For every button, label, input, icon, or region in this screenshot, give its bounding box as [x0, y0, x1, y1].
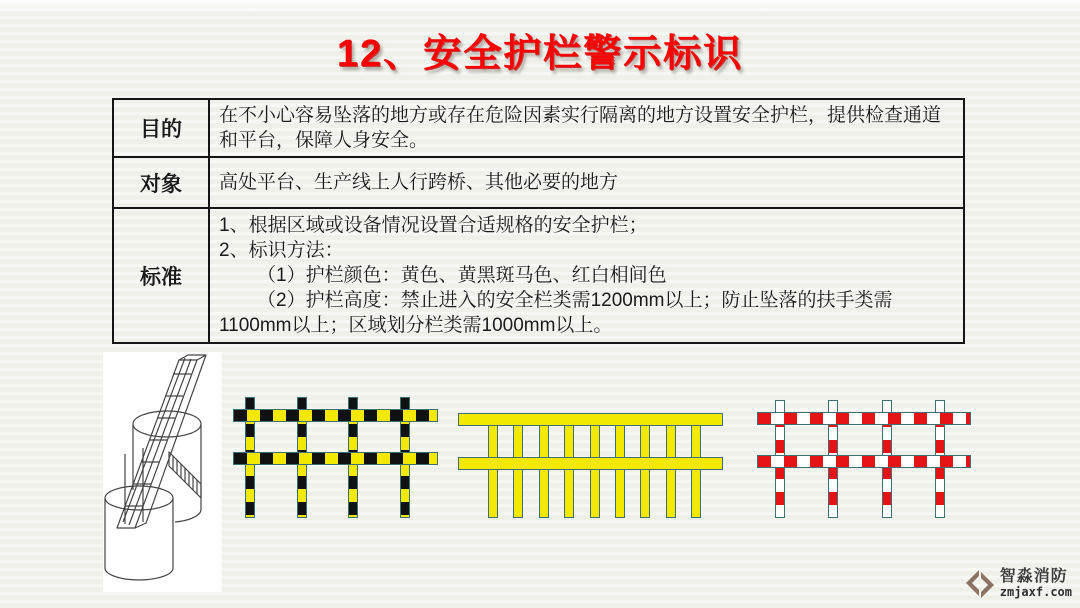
- standard-line-3: （1）护栏颜色：黄色、黄黑斑马色、红白相间色: [257, 265, 667, 287]
- row-header-purpose: 目的: [113, 99, 209, 157]
- row-header-standard: 标准: [113, 208, 209, 343]
- standard-line-1: 1、根据区域或设备情况设置合适规格的安全护栏；: [219, 214, 648, 236]
- guardrail-rail: [458, 413, 723, 426]
- standard-line-2: 2、标识方法：: [219, 240, 344, 262]
- slide-title: 12、安全护栏警示标识: [336, 33, 744, 75]
- spec-table: [112, 98, 965, 344]
- guardrail-sample-yellow: [458, 413, 723, 518]
- table-row-target: [113, 157, 964, 208]
- guardrail-rail: [233, 452, 438, 465]
- guardrail-sample-red-white: [757, 400, 971, 518]
- watermark: [965, 566, 1072, 602]
- crossover-walkway-sketch: [103, 352, 222, 592]
- watermark-site: zmjaxf.com: [999, 585, 1072, 600]
- watermark-brand: 智淼消防: [999, 568, 1068, 586]
- guardrail-sample-yellow-black: [233, 397, 438, 518]
- purpose-text: 在不小心容易坠落的地方或存在危险因素实行隔离的地方设置安全护栏，提供检查通道和平台，保障人身安全。: [209, 99, 964, 157]
- table-row-standard: [113, 208, 964, 343]
- row-header-target: 对象: [113, 157, 209, 208]
- walkway-line-drawing-svg: [103, 352, 222, 592]
- standard-line-4: （2）护栏高度：禁止进入的安全栏类需1200mm以上；防止坠落的扶手类需1100mm以上；区域划分栏类需1000mm以上。: [219, 290, 893, 337]
- target-text: 高处平台、生产线上人行跨桥、其他必要的地方: [209, 157, 964, 208]
- standard-text: [209, 208, 964, 343]
- guardrail-rail: [757, 455, 971, 468]
- zm-diamond-logo-icon: [965, 566, 995, 602]
- guardrail-rail: [458, 457, 723, 470]
- guardrail-rail: [757, 412, 971, 425]
- table-row-purpose: [113, 99, 964, 157]
- guardrail-rail: [233, 409, 438, 422]
